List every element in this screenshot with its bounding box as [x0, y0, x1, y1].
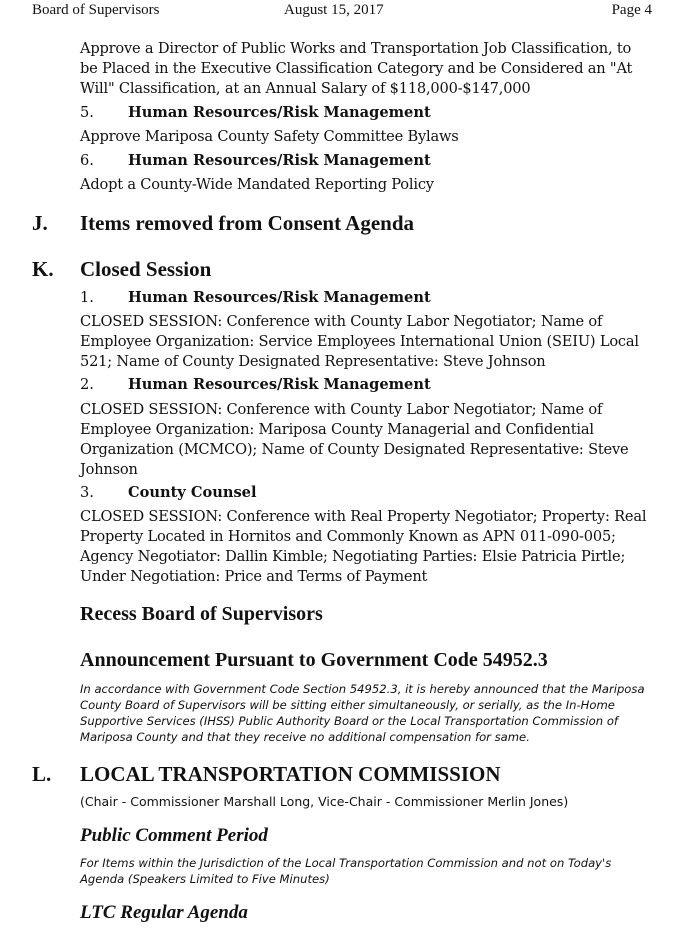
- section-title-k: Closed Session: [80, 257, 212, 281]
- closed-session-item-2: [80, 375, 431, 395]
- item-number: 3.: [80, 484, 94, 501]
- section-letter-k: K.: [32, 257, 54, 281]
- public-comment-heading: Public Comment Period: [80, 825, 268, 846]
- header-page-number: Page 4: [611, 2, 652, 18]
- item-title: County Counsel: [128, 484, 257, 501]
- ltc-regular-agenda-heading: LTC Regular Agenda: [80, 902, 248, 923]
- item-body: Approve Mariposa County Safety Committee Bylaws: [80, 128, 459, 145]
- agenda-item-5: [80, 103, 431, 123]
- closed-session-item-1: [80, 288, 431, 308]
- section-title-l: LOCAL TRANSPORTATION COMMISSION: [80, 762, 501, 786]
- item-title: Human Resources/Risk Management: [128, 376, 431, 393]
- item-title: Human Resources/Risk Management: [128, 289, 431, 306]
- item-number: 6.: [80, 152, 94, 169]
- item-body: Adopt a County-Wide Mandated Reporting Policy: [80, 176, 434, 193]
- header-board-name: Board of Supervisors: [32, 2, 160, 18]
- item-title: Human Resources/Risk Management: [128, 152, 431, 169]
- closed-session-item-3: [80, 483, 257, 503]
- section-letter-l: L.: [32, 762, 52, 786]
- section-title-j: Items removed from Consent Agenda: [80, 211, 415, 235]
- item-number: 1.: [80, 289, 94, 306]
- public-comment-body: For Items within the Jurisdiction of the Local Transportation Commission and not on Today's Agenda (Speakers Limited to Five Minutes): [80, 856, 612, 886]
- item-number: 2.: [80, 376, 94, 393]
- announcement-body: In accordance with Government Code Section 54952.3, it is hereby announced that the Mariposa County Board of Supervisors will be sitting either simultaneously, or serially, as the In-Home Supportive Services (IHSS) Public Authority Board or the Local Transportation Commission of Mariposa County and that they receive no additional compensation for same.: [80, 682, 645, 744]
- item-title: Human Resources/Risk Management: [128, 104, 431, 121]
- commission-chair-line: (Chair - Commissioner Marshall Long, Vice-Chair - Commissioner Merlin Jones): [80, 794, 569, 809]
- recess-heading: Recess Board of Supervisors: [80, 603, 323, 625]
- announcement-heading: Announcement Pursuant to Government Code 54952.3: [80, 649, 548, 671]
- agenda-item-6: [80, 151, 431, 171]
- item-body: CLOSED SESSION: Conference with County Labor Negotiator; Name of Employee Organization: Service Employees International Union (SEIU) Local 521; Name of County Designated Representative: Steve Johnson: [80, 313, 639, 370]
- item-body: CLOSED SESSION: Conference with County Labor Negotiator; Name of Employee Organization: Mariposa County Managerial and Confidential Organization (MCMCO); Name of County Designated Representative: Steve Johnson: [80, 401, 629, 478]
- section-letter-j: J.: [32, 211, 48, 235]
- item-body: CLOSED SESSION: Conference with Real Property Negotiator; Property: Real Property Located in Hornitos and Commonly Known as APN 011-090-005; Agency Negotiator: Dallin Kimble; Negotiating Parties: Elsie Patricia Pirtle; Under Negotiation: Price and Terms of Payment: [80, 508, 647, 585]
- item-number: 5.: [80, 104, 94, 121]
- intro-paragraph: Approve a Director of Public Works and Transportation Job Classification, to be Placed in the Executive Classification Category and be Considered an "At Will" Classification, at an Annual Salary of $118,000-$147,000: [80, 40, 633, 97]
- header-date: August 15, 2017: [284, 2, 384, 18]
